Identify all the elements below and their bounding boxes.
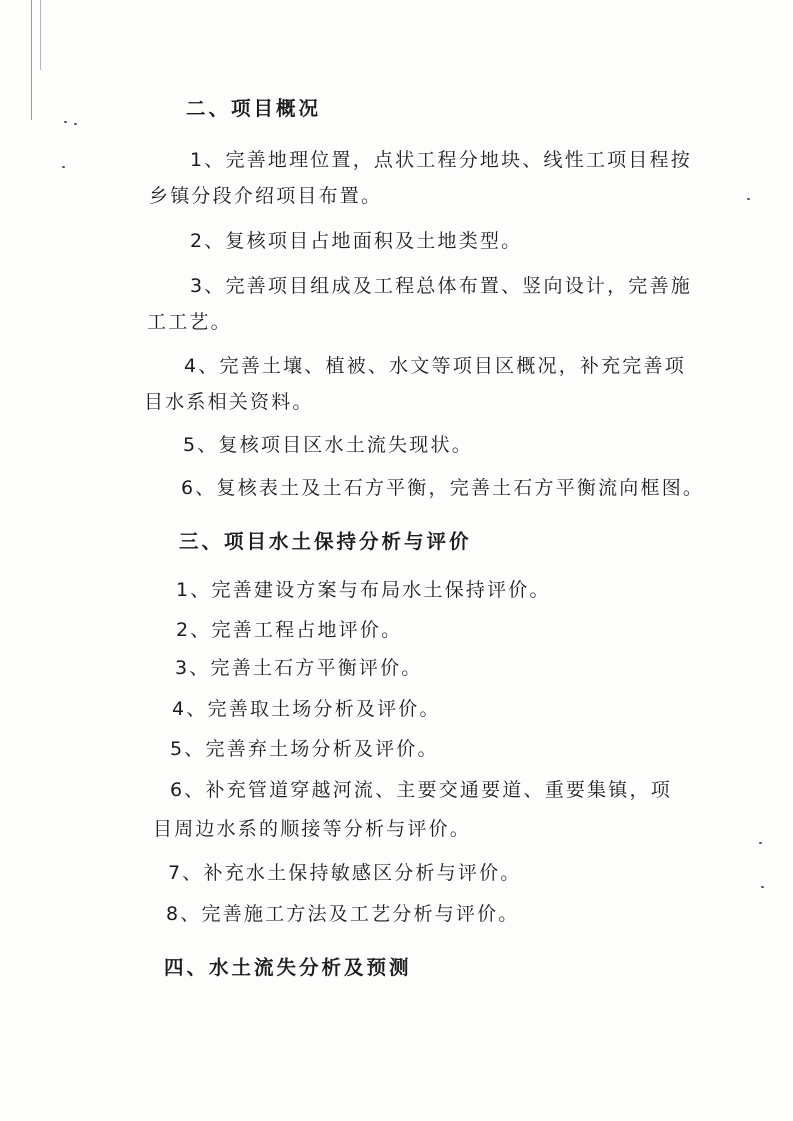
paragraph-line: 1、完善地理位置，点状工程分地块、线性工项目程按 <box>190 149 692 171</box>
scan-speck <box>747 198 750 200</box>
section-heading: 三、项目水土保持分析与评价 <box>179 530 472 553</box>
paragraph-line: 乡镇分段介绍项目布置。 <box>149 185 383 207</box>
scan-speck <box>64 121 67 123</box>
paragraph-line: 6、补充管道穿越河流、主要交通要道、重要集镇，项 <box>170 779 672 801</box>
paragraph-line: 5、完善弃土场分析及评价。 <box>170 738 439 760</box>
paragraph-line: 3、完善土石方平衡评价。 <box>175 657 423 679</box>
paragraph-line: 4、完善土壤、植被、水文等项目区概况，补充完善项 <box>184 355 686 377</box>
paragraph-line: 工工艺。 <box>147 311 232 333</box>
paragraph-line: 目周边水系的顺接等分析与评价。 <box>153 818 472 840</box>
scan-edge-line <box>40 0 41 70</box>
paragraph-line: 2、完善工程占地评价。 <box>176 619 403 641</box>
scan-speck <box>62 166 65 168</box>
paragraph-line: 8、完善施工方法及工艺分析与评价。 <box>166 903 520 925</box>
paragraph-line: 1、完善建设方案与布局水土保持评价。 <box>176 579 551 601</box>
scan-edge-line <box>31 0 32 120</box>
paragraph-line: 4、完善取土场分析及评价。 <box>172 698 441 720</box>
scan-speck <box>759 842 762 844</box>
section-heading: 二、项目概况 <box>186 97 322 120</box>
paragraph-line: 5、复核项目区水土流失现状。 <box>183 434 473 456</box>
section-heading: 四、水土流失分析及预测 <box>164 956 412 979</box>
paragraph-line: 3、完善项目组成及工程总体布置、竖向设计，完善施 <box>190 275 692 297</box>
paragraph-line: 6、复核表土及土石方平衡，完善土石方平衡流向框图。 <box>181 477 705 499</box>
paragraph-line: 7、补充水土保持敏感区分析与评价。 <box>168 862 522 884</box>
paragraph-line: 2、复核项目占地面积及土地类型。 <box>190 230 523 252</box>
scan-speck <box>74 123 77 125</box>
paragraph-line: 目水系相关资料。 <box>144 391 314 413</box>
scan-speck <box>761 886 764 888</box>
